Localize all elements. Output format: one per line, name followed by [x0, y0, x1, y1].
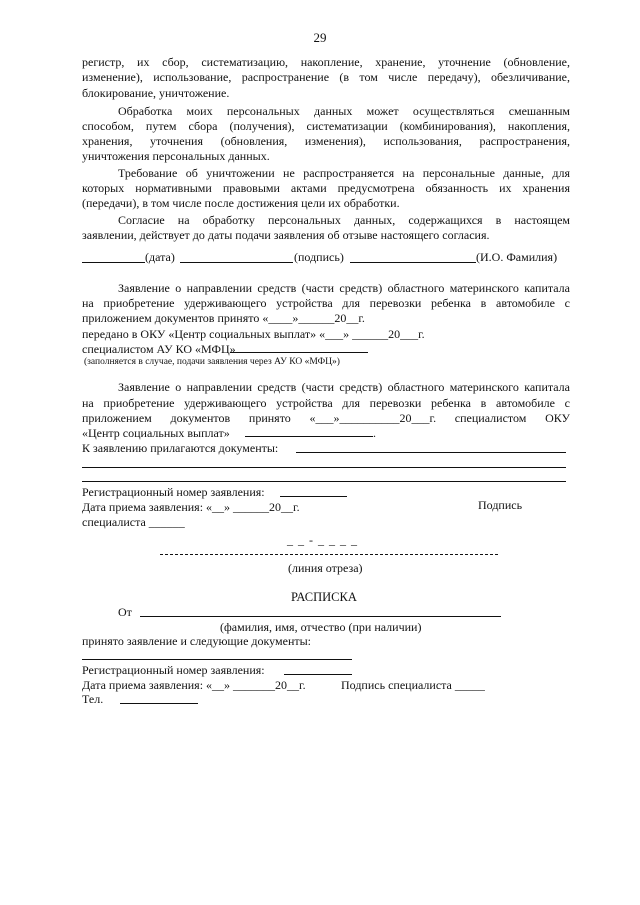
receipt-title: РАСПИСКА: [291, 590, 357, 604]
block1-line1: Заявление о направлении средств (части средств) областного материнского капитала: [118, 281, 570, 295]
consent-p3-line2: которых нормативными правовыми актами предусмотрена обязанность их хранения: [82, 181, 570, 195]
block1-line2: на приобретение удерживающего устройства для перевозки ребенка в автомобиле с: [82, 296, 570, 310]
cut-line-label: (линия отреза): [288, 561, 363, 575]
attached-documents-underline-1: [296, 452, 566, 453]
receipt-date-received-label: Дата приема заявления: «__» _______20__г.: [82, 678, 306, 692]
signature-underline: [180, 262, 293, 263]
consent-p2-line4: уничтожения персональных данных.: [82, 149, 270, 163]
date-underline: [82, 262, 145, 263]
page-number: 29: [313, 30, 327, 45]
block2-line4-period: .: [373, 426, 376, 440]
receipt-phone-underline: [120, 703, 198, 704]
cut-line: [160, 554, 498, 555]
receipt-from-underline: [140, 616, 501, 617]
block2-line4: «Центр социальных выплат»: [82, 426, 230, 440]
block2-line3: приложением документов принято «___»__________20___г. специалистом ОКУ: [82, 411, 570, 425]
consent-p3-line1: Требование об уничтожении не распространяется на персональные данные, для: [118, 166, 570, 180]
receipt-phone-label: Тел.: [82, 692, 104, 706]
receipt-registration-number-underline: [284, 674, 352, 675]
receipt-specialist-signature-label: Подпись специалиста _____: [341, 678, 485, 692]
consent-p1-line2: изменение), использование, распространение (в том числе передачу), обезличивание,: [82, 70, 570, 84]
cut-short-dashes: _ _ - _ _ _ _: [287, 533, 358, 547]
consent-p2-line3: хранения, уточнения (обновления, изменения), использования, распространения,: [82, 134, 570, 148]
block1-line3: приложением документов принято «____»______20__г.: [82, 311, 365, 325]
block2-specialist-underline: [245, 436, 373, 437]
specialist-label: специалиста ______: [82, 515, 185, 529]
signature-caption: (подпись): [294, 250, 344, 264]
block1-line5: специалистом АУ КО «МФЦ»: [82, 342, 236, 356]
consent-p1-line3: блокирование, уничтожение.: [82, 86, 230, 100]
receipt-fio-caption: (фамилия, имя, отчество (при наличии): [220, 620, 422, 634]
receipt-registration-number-label: Регистрационный номер заявления:: [82, 663, 265, 677]
block1-note: (заполняется в случае, подачи заявления через АУ КО «МФЦ»): [84, 357, 340, 367]
receipt-accepted-label: принято заявление и следующие документы:: [82, 634, 312, 648]
block1-mfc-specialist-underline: [230, 352, 368, 353]
block2-line2: на приобретение удерживающего устройства для перевозки ребенка в автомобиле с: [82, 396, 570, 410]
consent-p1-line1: регистр, их сбор, систематизацию, накопление, хранение, уточнение (обновление,: [82, 55, 570, 69]
date-caption: (дата): [145, 250, 175, 264]
consent-p2-line1: Обработка моих персональных данных может осуществляться смешанным: [118, 104, 570, 118]
block2-line1: Заявление о направлении средств (части средств) областного материнского капитала: [118, 380, 570, 394]
date-received-label: Дата приема заявления: «__» ______20__г.: [82, 500, 300, 514]
name-underline: [350, 262, 476, 263]
attached-documents-label: К заявлению прилагаются документы:: [82, 441, 279, 455]
receipt-documents-underline: [82, 659, 352, 660]
attached-documents-underline-3: [82, 481, 566, 482]
consent-p4-line1: Согласие на обработку персональных данных, содержащихся в настоящем: [118, 213, 570, 227]
attached-documents-underline-2: [82, 467, 566, 468]
name-caption: (И.О. Фамилия): [476, 250, 558, 264]
consent-p4-line2: заявлении, действует до даты подачи заявления об отзыве настоящего согласия.: [82, 228, 490, 242]
registration-number-underline: [280, 496, 347, 497]
consent-p2-line2: способом, путем сбора (получения), систематизации (комбинирования), накопления,: [82, 119, 570, 133]
consent-p3-line3: (передачи), в том числе после достижения цели их обработки.: [82, 196, 400, 210]
signature-label: Подпись: [478, 498, 523, 512]
block1-line4: передано в ОКУ «Центр социальных выплат» «___» ______20___г.: [82, 327, 425, 341]
receipt-from-label: От: [118, 605, 132, 619]
registration-number-label: Регистрационный номер заявления:: [82, 485, 265, 499]
